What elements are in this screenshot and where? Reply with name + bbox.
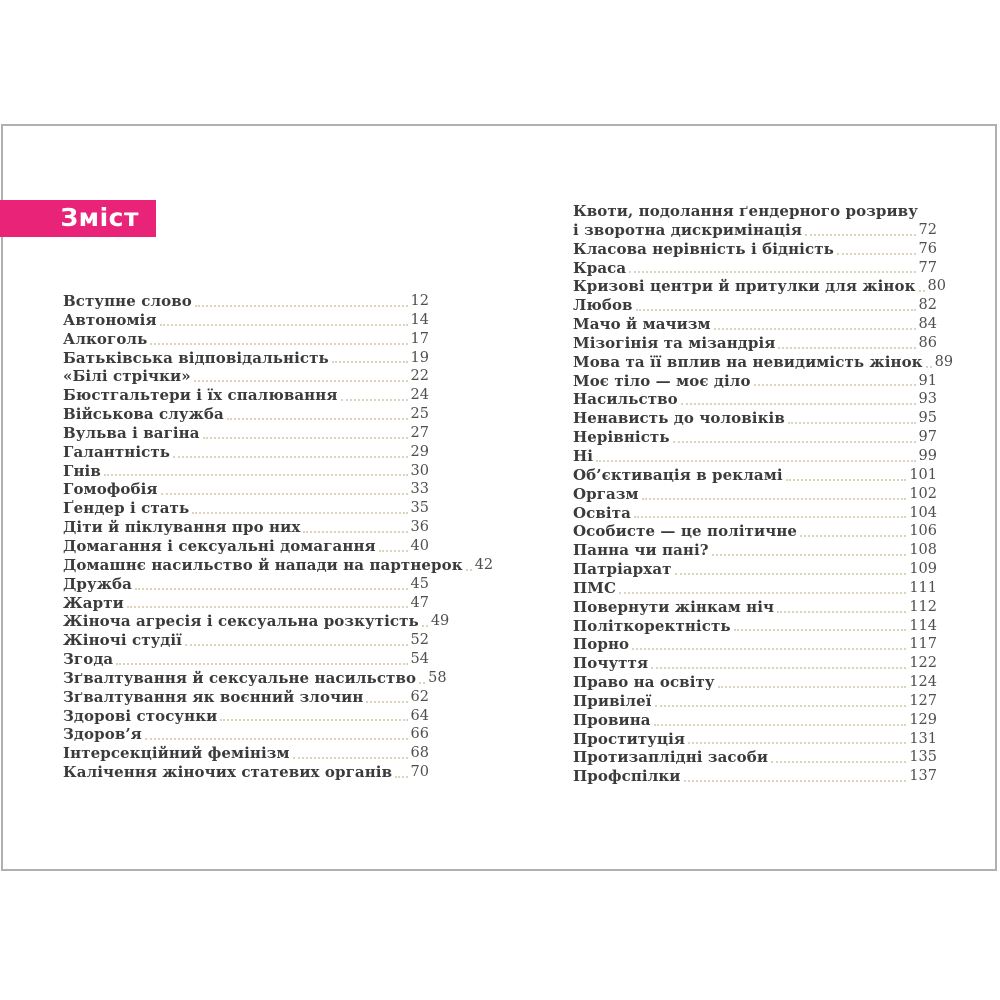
toc-entry-label: Галантність xyxy=(63,442,171,461)
dot-leader xyxy=(116,663,407,665)
dot-leader xyxy=(466,569,472,571)
toc-entry xyxy=(573,541,937,560)
toc-entry-label: Патріархат xyxy=(573,560,672,579)
toc-entry-page: 95 xyxy=(918,410,937,427)
toc-entry xyxy=(63,725,429,744)
dot-leader xyxy=(194,380,408,382)
toc-entry xyxy=(573,522,937,541)
dot-leader xyxy=(684,780,907,782)
toc-entry-page: 122 xyxy=(909,655,937,672)
toc-entry xyxy=(573,617,937,636)
toc-entry xyxy=(573,560,937,579)
toc-entry-label: Порно xyxy=(573,635,630,654)
dot-leader xyxy=(636,309,916,311)
dot-leader xyxy=(220,719,407,721)
toc-title-banner xyxy=(0,200,156,237)
toc-entry-page: 93 xyxy=(918,391,937,408)
toc-entry xyxy=(63,763,429,782)
toc-entry-page: 68 xyxy=(410,745,429,762)
toc-entry-label: Ґендер і стать xyxy=(63,499,190,518)
toc-entry-page: 76 xyxy=(918,240,937,257)
dot-leader xyxy=(341,399,408,401)
toc-entry xyxy=(573,296,937,315)
dot-leader xyxy=(778,347,915,349)
dot-leader xyxy=(293,757,408,759)
dot-leader xyxy=(788,422,916,424)
toc-entry-page: 62 xyxy=(410,688,429,705)
toc-entry xyxy=(63,575,429,594)
dot-leader xyxy=(655,705,907,707)
dot-leader xyxy=(203,437,408,439)
toc-entry-page: 27 xyxy=(410,424,429,441)
dot-leader xyxy=(675,573,907,575)
dot-leader xyxy=(777,611,906,613)
toc-entry xyxy=(573,447,937,466)
toc-entry-page: 124 xyxy=(909,674,937,691)
dot-leader xyxy=(161,493,408,495)
toc-entry-page: 14 xyxy=(410,311,429,328)
toc-title: Зміст xyxy=(60,203,139,232)
toc-entry xyxy=(63,480,429,499)
toc-entry-page: 84 xyxy=(918,316,937,333)
toc-entry-label: Почуття xyxy=(573,654,649,673)
toc-entry-page: 19 xyxy=(410,349,429,366)
book-spread-page xyxy=(1,124,997,871)
toc-entry-label: Домагання і сексуальні домагання xyxy=(63,536,376,555)
toc-entry xyxy=(63,594,429,613)
toc-entry xyxy=(573,390,937,409)
toc-entry-page: 35 xyxy=(410,500,429,517)
toc-entry-page: 64 xyxy=(410,707,429,724)
dot-leader xyxy=(104,474,408,476)
toc-entry-page: 36 xyxy=(410,519,429,536)
toc-entry xyxy=(63,349,429,368)
toc-entry-label: Любов xyxy=(573,296,633,315)
toc-entry-label: ПМС xyxy=(573,578,617,597)
toc-entry-label: Автономія xyxy=(63,310,157,329)
toc-entry-label: Насильство xyxy=(573,390,678,409)
toc-entry-page: 52 xyxy=(410,632,429,649)
toc-entry xyxy=(573,692,937,711)
toc-entry-page: 117 xyxy=(909,636,937,653)
toc-entry-label: Інтерсекційний фемінізм xyxy=(63,744,290,763)
toc-entry-page: 17 xyxy=(410,330,429,347)
toc-entry-page: 22 xyxy=(410,368,429,385)
toc-entry-page: 104 xyxy=(909,504,937,521)
toc-entry-page: 137 xyxy=(909,768,937,785)
toc-entry xyxy=(63,537,429,556)
toc-entry-label: Вульва і вагіна xyxy=(63,423,200,442)
toc-entry xyxy=(573,673,937,692)
toc-entry xyxy=(63,499,429,518)
toc-entry-page: 42 xyxy=(474,556,494,573)
toc-entry-label: Провина xyxy=(573,710,651,729)
dot-leader xyxy=(332,361,408,363)
toc-entry-page: 108 xyxy=(909,542,937,559)
dot-leader xyxy=(714,328,916,330)
toc-entry-label: Протизаплідні засоби xyxy=(573,748,769,767)
toc-entry-label: Алкоголь xyxy=(63,329,148,348)
toc-entry-page: 86 xyxy=(918,334,937,351)
dot-leader xyxy=(688,742,906,744)
toc-entry-label: і зворотна дискримінація xyxy=(573,220,803,239)
toc-entry-page: 131 xyxy=(909,730,937,747)
dot-leader xyxy=(629,271,915,273)
toc-entry xyxy=(573,504,937,523)
toc-entry xyxy=(573,711,937,730)
toc-entry-page: 109 xyxy=(909,561,937,578)
toc-entry-label: Ненависть до чоловіків xyxy=(573,409,785,428)
toc-entry-page: 33 xyxy=(410,481,429,498)
toc-entry-page: 102 xyxy=(909,485,937,502)
toc-entry-label: Військова служба xyxy=(63,405,224,424)
toc-entry-label: Дружба xyxy=(63,574,132,593)
toc-entry-label: Особисте — це політичне xyxy=(573,522,798,541)
toc-entry xyxy=(63,330,429,349)
toc-entry-page: 80 xyxy=(927,278,946,295)
toc-entry-page: 49 xyxy=(430,613,450,630)
toc-entry-page: 99 xyxy=(918,447,937,464)
toc-entry xyxy=(63,405,429,424)
toc-entry-page: 91 xyxy=(918,372,937,389)
toc-entry-label: Зґвалтування як воєнний злочин xyxy=(63,687,364,706)
toc-entry-page: 77 xyxy=(918,259,937,276)
dot-leader xyxy=(734,629,907,631)
toc-entry-label: Кризові центри й притулки для жінок xyxy=(573,277,916,296)
toc-entry-label: Політкоректність xyxy=(573,616,731,635)
toc-entry-label: Повернути жінкам ніч xyxy=(573,597,775,616)
toc-entry xyxy=(63,386,429,405)
dot-leader xyxy=(596,460,915,462)
toc-entry-page: 112 xyxy=(909,598,937,615)
toc-entry xyxy=(573,485,937,504)
toc-entry xyxy=(573,748,937,767)
toc-entry-page: 82 xyxy=(918,297,937,314)
dot-leader xyxy=(419,682,425,684)
toc-entry-label: Класова нерівність і бідність xyxy=(573,239,834,258)
toc-entry xyxy=(63,518,429,537)
toc-entry-label: Жарти xyxy=(63,593,124,612)
dot-leader xyxy=(786,479,907,481)
dot-leader xyxy=(837,253,916,255)
toc-entry xyxy=(573,352,954,372)
dot-leader xyxy=(303,531,407,533)
toc-entry xyxy=(63,612,450,631)
dot-leader xyxy=(771,761,906,763)
dot-leader xyxy=(642,498,907,500)
toc-entry xyxy=(573,598,937,617)
toc-entry xyxy=(63,311,429,330)
toc-entry xyxy=(573,654,937,673)
dot-leader xyxy=(422,625,428,627)
dot-leader xyxy=(754,384,916,386)
toc-entry-label: Зґвалтування й сексуальне насильство xyxy=(63,668,417,687)
toc-left-column xyxy=(63,292,494,782)
toc-entry-page: 97 xyxy=(918,429,937,446)
toc-entry-page: 70 xyxy=(410,764,429,781)
toc-entry-label: Гнів xyxy=(63,461,101,480)
toc-entry-label: Гомофобія xyxy=(63,480,158,499)
toc-entry-label: Моє тіло — моє діло xyxy=(573,371,751,390)
toc-entry xyxy=(63,367,429,386)
toc-entry-page: 72 xyxy=(918,221,937,238)
toc-entry-label: Здорові стосунки xyxy=(63,706,218,725)
toc-entry xyxy=(63,668,447,688)
dot-leader xyxy=(926,366,932,368)
toc-entry xyxy=(63,650,429,669)
dot-leader xyxy=(673,441,916,443)
dot-leader xyxy=(395,776,407,778)
toc-entry xyxy=(573,635,937,654)
toc-entry-label: Мачо й мачизм xyxy=(573,315,711,334)
toc-entry-label: Здоров’я xyxy=(63,725,142,744)
toc-entry xyxy=(63,688,429,707)
toc-entry-label: Мова та її вплив на невидимість жінок xyxy=(573,352,923,371)
dot-leader xyxy=(173,456,408,458)
toc-entry-label: Об’єктивація в рекламі xyxy=(573,465,783,484)
toc-entry-label: Ні xyxy=(573,446,594,465)
dot-leader xyxy=(651,667,906,669)
toc-entry-page: 129 xyxy=(909,711,937,728)
toc-entry-label: Мізогінія та мізандрія xyxy=(573,333,776,352)
toc-entry-label: Освіта xyxy=(573,503,631,522)
toc-entry xyxy=(573,334,937,353)
toc-entry-label: Калічення жіночих статевих органів xyxy=(63,763,393,782)
toc-entry-page: 135 xyxy=(909,749,937,766)
toc-entry-page: 47 xyxy=(410,594,429,611)
toc-entry-page: 66 xyxy=(410,726,429,743)
dot-leader xyxy=(185,644,408,646)
dot-leader xyxy=(800,535,906,537)
dot-leader xyxy=(619,592,906,594)
toc-entry-label: Жіноча агресія і сексуальна розкутість xyxy=(63,612,419,631)
toc-entry-page: 101 xyxy=(909,466,937,483)
toc-entry-page: 58 xyxy=(428,669,447,686)
dot-leader xyxy=(805,234,916,236)
dot-leader xyxy=(379,550,408,552)
toc-entry xyxy=(573,767,937,786)
toc-entry-label: Домашнє насильство й напади на партнерок xyxy=(63,555,463,574)
dot-leader xyxy=(135,588,408,590)
toc-entry xyxy=(63,744,429,763)
toc-entry-label: Право на освіту xyxy=(573,673,715,692)
dot-leader xyxy=(634,516,906,518)
dot-leader xyxy=(160,324,408,326)
toc-entry xyxy=(573,202,937,221)
toc-entry-label: Жіночі студії xyxy=(63,631,182,650)
toc-entry xyxy=(573,372,937,391)
toc-entry-page: 45 xyxy=(410,575,429,592)
toc-entry-page: 40 xyxy=(410,537,429,554)
toc-entry-page: 25 xyxy=(410,406,429,423)
toc-entry xyxy=(573,466,937,485)
toc-entry xyxy=(573,730,937,749)
toc-entry-label: Нерівність xyxy=(573,428,670,447)
dot-leader xyxy=(712,554,907,556)
dot-leader xyxy=(145,738,408,740)
toc-entry-label: Квоти, подолання ґендерного розриву xyxy=(573,202,918,220)
toc-entry-page: 54 xyxy=(410,651,429,668)
dot-leader xyxy=(366,701,407,703)
toc-entry-page: 12 xyxy=(410,293,429,309)
toc-entry xyxy=(573,579,937,598)
dot-leader xyxy=(718,686,907,688)
toc-entry-page: 24 xyxy=(410,387,429,404)
toc-entry-label: Проституція xyxy=(573,729,686,748)
dot-leader xyxy=(192,512,407,514)
dot-leader xyxy=(681,403,916,405)
toc-right-column xyxy=(573,202,954,786)
dot-leader xyxy=(654,724,907,726)
dot-leader xyxy=(127,606,408,608)
toc-entry-label: Згода xyxy=(63,650,114,669)
toc-entry xyxy=(573,259,937,278)
toc-entry xyxy=(573,409,937,428)
toc-entry-label: Панна чи пані? xyxy=(573,541,709,560)
toc-entry xyxy=(573,221,937,240)
toc-entry-page: 29 xyxy=(410,443,429,460)
toc-entry-page: 30 xyxy=(410,462,429,479)
toc-entry-label: «Білі стрічки» xyxy=(63,367,191,386)
toc-entry-label: Профспілки xyxy=(573,767,681,786)
toc-entry xyxy=(63,707,429,726)
dot-leader xyxy=(227,418,408,420)
toc-entry-label: Бюстгальтери і їх спалювання xyxy=(63,386,338,405)
toc-entry-page: 114 xyxy=(909,617,937,634)
toc-entry-label: Привілеї xyxy=(573,691,652,710)
toc-entry-label: Краса xyxy=(573,258,627,277)
toc-entry-label: Оргазм xyxy=(573,484,639,503)
dot-leader xyxy=(195,305,408,307)
toc-entry xyxy=(573,315,937,334)
toc-entry xyxy=(63,292,429,311)
toc-entry-page: 111 xyxy=(909,579,937,596)
toc-entry xyxy=(573,277,946,296)
toc-entry xyxy=(63,443,429,462)
toc-entry-page: 106 xyxy=(909,523,937,540)
toc-entry xyxy=(63,631,429,650)
toc-entry-label: Вступне слово xyxy=(63,292,192,310)
toc-entry xyxy=(63,555,494,575)
toc-entry xyxy=(63,424,429,443)
toc-entry-label: Діти й піклування про них xyxy=(63,518,301,537)
toc-entry-label: Батьківська відповідальність xyxy=(63,348,329,367)
toc-entry-page: 89 xyxy=(934,353,954,370)
dot-leader xyxy=(632,648,906,650)
toc-entry xyxy=(63,462,429,481)
toc-entry xyxy=(573,240,937,259)
toc-entry xyxy=(573,428,937,447)
toc-entry-page: 127 xyxy=(909,692,937,709)
dot-leader xyxy=(919,290,925,292)
dot-leader xyxy=(150,343,407,345)
